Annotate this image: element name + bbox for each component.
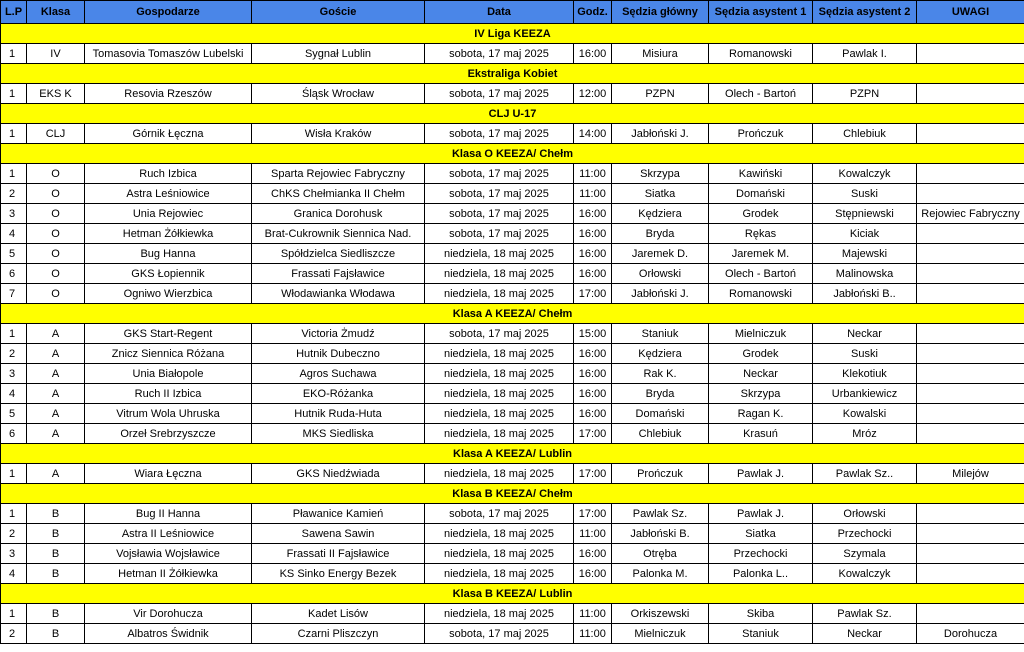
home-team-cell: Bug II Hanna [85, 504, 252, 524]
time-cell: 14:00 [574, 124, 612, 144]
date-cell: niedziela, 18 maj 2025 [425, 424, 574, 444]
time-cell: 17:00 [574, 424, 612, 444]
assistant-2-cell: Kowalczyk [813, 564, 917, 584]
main-referee-cell: PZPN [612, 84, 709, 104]
table-row [1, 604, 1024, 624]
time-cell: 16:00 [574, 544, 612, 564]
home-team-cell: Vitrum Wola Uhruska [85, 404, 252, 424]
assistant-1-cell: Palonka L.. [709, 564, 813, 584]
table-row [1, 404, 1024, 424]
home-team-cell: Resovia Rzeszów [85, 84, 252, 104]
date-cell: sobota, 17 maj 2025 [425, 504, 574, 524]
lp-cell: 1 [1, 124, 27, 144]
assistant-1-cell: Mielniczuk [709, 324, 813, 344]
away-team-cell: Agros Suchawa [252, 364, 425, 384]
home-team-cell: Vir Dorohucza [85, 604, 252, 624]
notes-cell [917, 44, 1024, 64]
away-team-cell: Granica Dorohusk [252, 204, 425, 224]
lp-cell: 3 [1, 544, 27, 564]
assistant-2-cell: Neckar [813, 624, 917, 644]
header-gospodarze: Gospodarze [85, 1, 252, 24]
notes-cell: Rejowiec Fabryczny [917, 204, 1024, 224]
time-cell: 17:00 [574, 464, 612, 484]
main-referee-cell: Bryda [612, 384, 709, 404]
assistant-1-cell: Przechocki [709, 544, 813, 564]
away-team-cell: EKO-Różanka [252, 384, 425, 404]
assistant-2-cell: Klekotiuk [813, 364, 917, 384]
assistant-2-cell: Pawlak I. [813, 44, 917, 64]
notes-cell [917, 224, 1024, 244]
assistant-1-cell: Ragan K. [709, 404, 813, 424]
main-referee-cell: Mielniczuk [612, 624, 709, 644]
date-cell: sobota, 17 maj 2025 [425, 164, 574, 184]
main-referee-cell: Jabłoński J. [612, 124, 709, 144]
time-cell: 16:00 [574, 364, 612, 384]
time-cell: 16:00 [574, 344, 612, 364]
assistant-2-cell: Kowalski [813, 404, 917, 424]
assistant-2-cell: Urbankiewicz [813, 384, 917, 404]
date-cell: sobota, 17 maj 2025 [425, 324, 574, 344]
home-team-cell: Hetman II Żółkiewka [85, 564, 252, 584]
lp-cell: 4 [1, 384, 27, 404]
main-referee-cell: Jabłoński J. [612, 284, 709, 304]
away-team-cell: Czarni Pliszczyn [252, 624, 425, 644]
table-row [1, 284, 1024, 304]
assistant-1-cell: Domański [709, 184, 813, 204]
assistant-1-cell: Kawiński [709, 164, 813, 184]
main-referee-cell: Orłowski [612, 264, 709, 284]
table-row [1, 464, 1024, 484]
section-title: Klasa A KEEZA/ Lublin [1, 444, 1024, 464]
time-cell: 16:00 [574, 44, 612, 64]
lp-cell: 5 [1, 244, 27, 264]
lp-cell: 1 [1, 44, 27, 64]
time-cell: 17:00 [574, 284, 612, 304]
away-team-cell: Pławanice Kamień [252, 504, 425, 524]
table-row [1, 504, 1024, 524]
lp-cell: 7 [1, 284, 27, 304]
klasa-cell: EKS K [27, 84, 85, 104]
home-team-cell: GKS Start-Regent [85, 324, 252, 344]
lp-cell: 4 [1, 224, 27, 244]
assistant-2-cell: Mróz [813, 424, 917, 444]
time-cell: 11:00 [574, 524, 612, 544]
date-cell: niedziela, 18 maj 2025 [425, 264, 574, 284]
assistant-1-cell: Jaremek M. [709, 244, 813, 264]
assistant-2-cell: Jabłoński B.. [813, 284, 917, 304]
time-cell: 16:00 [574, 224, 612, 244]
table-row [1, 324, 1024, 344]
notes-cell [917, 504, 1024, 524]
away-team-cell: Hutnik Ruda-Huta [252, 404, 425, 424]
time-cell: 11:00 [574, 164, 612, 184]
notes-cell [917, 264, 1024, 284]
assistant-2-cell: PZPN [813, 84, 917, 104]
assistant-2-cell: Malinowska [813, 264, 917, 284]
table-row [1, 424, 1024, 444]
assistant-2-cell: Szymala [813, 544, 917, 564]
lp-cell: 2 [1, 624, 27, 644]
date-cell: niedziela, 18 maj 2025 [425, 384, 574, 404]
away-team-cell: Hutnik Dubeczno [252, 344, 425, 364]
lp-cell: 1 [1, 504, 27, 524]
assistant-2-cell: Stępniewski [813, 204, 917, 224]
away-team-cell: Sawena Sawin [252, 524, 425, 544]
away-team-cell: Śląsk Wrocław [252, 84, 425, 104]
lp-cell: 1 [1, 324, 27, 344]
date-cell: niedziela, 18 maj 2025 [425, 344, 574, 364]
section-header-row [1, 64, 1024, 84]
klasa-cell: O [27, 184, 85, 204]
main-referee-cell: Jaremek D. [612, 244, 709, 264]
header-lp: L.P [1, 1, 27, 24]
home-team-cell: Znicz Siennica Różana [85, 344, 252, 364]
away-team-cell: GKS Niedźwiada [252, 464, 425, 484]
home-team-cell: GKS Łopiennik [85, 264, 252, 284]
notes-cell [917, 564, 1024, 584]
lp-cell: 3 [1, 364, 27, 384]
date-cell: niedziela, 18 maj 2025 [425, 404, 574, 424]
home-team-cell: Orzeł Srebrzyszcze [85, 424, 252, 444]
header-row [1, 1, 1024, 24]
notes-cell [917, 84, 1024, 104]
date-cell: niedziela, 18 maj 2025 [425, 564, 574, 584]
date-cell: niedziela, 18 maj 2025 [425, 524, 574, 544]
klasa-cell: A [27, 344, 85, 364]
klasa-cell: O [27, 224, 85, 244]
assistant-1-cell: Prończuk [709, 124, 813, 144]
away-team-cell: MKS Siedliska [252, 424, 425, 444]
assistant-1-cell: Rękas [709, 224, 813, 244]
notes-cell [917, 244, 1024, 264]
header-godz: Godz. [574, 1, 612, 24]
table-row [1, 204, 1024, 224]
klasa-cell: O [27, 204, 85, 224]
section-header-row [1, 24, 1024, 44]
lp-cell: 2 [1, 184, 27, 204]
main-referee-cell: Palonka M. [612, 564, 709, 584]
assistant-1-cell: Pawlak J. [709, 504, 813, 524]
lp-cell: 6 [1, 264, 27, 284]
klasa-cell: B [27, 544, 85, 564]
home-team-cell: Bug Hanna [85, 244, 252, 264]
assistant-2-cell: Suski [813, 344, 917, 364]
section-title: Ekstraliga Kobiet [1, 64, 1024, 84]
date-cell: sobota, 17 maj 2025 [425, 224, 574, 244]
table-row [1, 624, 1024, 644]
main-referee-cell: Otręba [612, 544, 709, 564]
section-title: IV Liga KEEZA [1, 24, 1024, 44]
date-cell: sobota, 17 maj 2025 [425, 624, 574, 644]
table-row [1, 44, 1024, 64]
assistant-2-cell: Pawlak Sz.. [813, 464, 917, 484]
main-referee-cell: Rak K. [612, 364, 709, 384]
main-referee-cell: Bryda [612, 224, 709, 244]
section-title: Klasa B KEEZA/ Chełm [1, 484, 1024, 504]
klasa-cell: B [27, 564, 85, 584]
date-cell: niedziela, 18 maj 2025 [425, 364, 574, 384]
home-team-cell: Ruch II Izbica [85, 384, 252, 404]
klasa-cell: O [27, 244, 85, 264]
assistant-1-cell: Grodek [709, 204, 813, 224]
away-team-cell: Włodawianka Włodawa [252, 284, 425, 304]
table-row [1, 184, 1024, 204]
table-row [1, 244, 1024, 264]
main-referee-cell: Misiura [612, 44, 709, 64]
home-team-cell: Hetman Żółkiewka [85, 224, 252, 244]
time-cell: 11:00 [574, 624, 612, 644]
assistant-1-cell: Romanowski [709, 284, 813, 304]
time-cell: 16:00 [574, 384, 612, 404]
assistant-1-cell: Grodek [709, 344, 813, 364]
main-referee-cell: Staniuk [612, 324, 709, 344]
section-title: CLJ U-17 [1, 104, 1024, 124]
table-row [1, 84, 1024, 104]
date-cell: sobota, 17 maj 2025 [425, 204, 574, 224]
table-row [1, 264, 1024, 284]
assistant-2-cell: Kowalczyk [813, 164, 917, 184]
away-team-cell: Wisła Kraków [252, 124, 425, 144]
lp-cell: 3 [1, 204, 27, 224]
table-row [1, 384, 1024, 404]
time-cell: 16:00 [574, 404, 612, 424]
main-referee-cell: Prończuk [612, 464, 709, 484]
home-team-cell: Unia Białopole [85, 364, 252, 384]
header-sedzia-glowny: Sędzia główny [612, 1, 709, 24]
header-klasa: Klasa [27, 1, 85, 24]
assistant-2-cell: Majewski [813, 244, 917, 264]
date-cell: sobota, 17 maj 2025 [425, 44, 574, 64]
table-row [1, 544, 1024, 564]
notes-cell [917, 284, 1024, 304]
away-team-cell: Frassati II Fajsławice [252, 544, 425, 564]
away-team-cell: Kadet Lisów [252, 604, 425, 624]
header-sedzia-asystent-2: Sędzia asystent 2 [813, 1, 917, 24]
section-title: Klasa O KEEZA/ Chełm [1, 144, 1024, 164]
time-cell: 15:00 [574, 324, 612, 344]
assistant-2-cell: Neckar [813, 324, 917, 344]
klasa-cell: A [27, 384, 85, 404]
notes-cell [917, 524, 1024, 544]
assistant-2-cell: Orłowski [813, 504, 917, 524]
table-row [1, 344, 1024, 364]
time-cell: 16:00 [574, 264, 612, 284]
klasa-cell: B [27, 504, 85, 524]
assistant-1-cell: Krasuń [709, 424, 813, 444]
time-cell: 16:00 [574, 564, 612, 584]
klasa-cell: A [27, 324, 85, 344]
klasa-cell: A [27, 424, 85, 444]
table-row [1, 224, 1024, 244]
notes-cell [917, 324, 1024, 344]
main-referee-cell: Siatka [612, 184, 709, 204]
time-cell: 12:00 [574, 84, 612, 104]
klasa-cell: O [27, 164, 85, 184]
time-cell: 16:00 [574, 204, 612, 224]
date-cell: niedziela, 18 maj 2025 [425, 604, 574, 624]
time-cell: 11:00 [574, 184, 612, 204]
section-header-row [1, 444, 1024, 464]
notes-cell [917, 604, 1024, 624]
main-referee-cell: Kędziera [612, 344, 709, 364]
notes-cell [917, 164, 1024, 184]
assistant-1-cell: Olech - Bartoń [709, 84, 813, 104]
assistant-1-cell: Siatka [709, 524, 813, 544]
klasa-cell: O [27, 284, 85, 304]
away-team-cell: ChKS Chełmianka II Chełm [252, 184, 425, 204]
assistant-2-cell: Pawlak Sz. [813, 604, 917, 624]
home-team-cell: Górnik Łęczna [85, 124, 252, 144]
section-header-row [1, 144, 1024, 164]
lp-cell: 5 [1, 404, 27, 424]
main-referee-cell: Jabłoński B. [612, 524, 709, 544]
notes-cell [917, 344, 1024, 364]
away-team-cell: Spółdzielca Siedliszcze [252, 244, 425, 264]
section-title: Klasa A KEEZA/ Chełm [1, 304, 1024, 324]
assistant-1-cell: Skrzypa [709, 384, 813, 404]
main-referee-cell: Orkiszewski [612, 604, 709, 624]
notes-cell [917, 424, 1024, 444]
date-cell: sobota, 17 maj 2025 [425, 84, 574, 104]
notes-cell [917, 384, 1024, 404]
klasa-cell: IV [27, 44, 85, 64]
klasa-cell: A [27, 364, 85, 384]
lp-cell: 1 [1, 604, 27, 624]
time-cell: 17:00 [574, 504, 612, 524]
lp-cell: 1 [1, 464, 27, 484]
klasa-cell: CLJ [27, 124, 85, 144]
home-team-cell: Tomasovia Tomaszów Lubelski [85, 44, 252, 64]
home-team-cell: Ruch Izbica [85, 164, 252, 184]
header-goscie: Goście [252, 1, 425, 24]
date-cell: niedziela, 18 maj 2025 [425, 544, 574, 564]
assistant-2-cell: Kiciak [813, 224, 917, 244]
lp-cell: 2 [1, 344, 27, 364]
home-team-cell: Vojsławia Wojsławice [85, 544, 252, 564]
assistant-1-cell: Staniuk [709, 624, 813, 644]
klasa-cell: A [27, 464, 85, 484]
klasa-cell: O [27, 264, 85, 284]
section-title: Klasa B KEEZA/ Lublin [1, 584, 1024, 604]
klasa-cell: B [27, 624, 85, 644]
away-team-cell: Sparta Rejowiec Fabryczny [252, 164, 425, 184]
assistant-2-cell: Chlebiuk [813, 124, 917, 144]
time-cell: 16:00 [574, 244, 612, 264]
assistant-1-cell: Romanowski [709, 44, 813, 64]
assistant-1-cell: Olech - Bartoń [709, 264, 813, 284]
away-team-cell: Sygnał Lublin [252, 44, 425, 64]
date-cell: sobota, 17 maj 2025 [425, 124, 574, 144]
notes-cell: Milejów [917, 464, 1024, 484]
assistant-1-cell: Pawlak J. [709, 464, 813, 484]
klasa-cell: A [27, 404, 85, 424]
main-referee-cell: Kędziera [612, 204, 709, 224]
home-team-cell: Albatros Świdnik [85, 624, 252, 644]
notes-cell [917, 404, 1024, 424]
klasa-cell: B [27, 524, 85, 544]
away-team-cell: Brat-Cukrownik Siennica Nad. [252, 224, 425, 244]
main-referee-cell: Pawlak Sz. [612, 504, 709, 524]
home-team-cell: Ogniwo Wierzbica [85, 284, 252, 304]
away-team-cell: KS Sinko Energy Bezek [252, 564, 425, 584]
section-header-row [1, 304, 1024, 324]
main-referee-cell: Domański [612, 404, 709, 424]
lp-cell: 1 [1, 84, 27, 104]
home-team-cell: Wiara Łęczna [85, 464, 252, 484]
header-data: Data [425, 1, 574, 24]
notes-cell [917, 544, 1024, 564]
notes-cell [917, 184, 1024, 204]
assistant-2-cell: Suski [813, 184, 917, 204]
klasa-cell: B [27, 604, 85, 624]
lp-cell: 2 [1, 524, 27, 544]
table-row [1, 164, 1024, 184]
home-team-cell: Unia Rejowiec [85, 204, 252, 224]
main-referee-cell: Skrzypa [612, 164, 709, 184]
home-team-cell: Astra Leśniowice [85, 184, 252, 204]
date-cell: niedziela, 18 maj 2025 [425, 244, 574, 264]
notes-cell: Dorohucza [917, 624, 1024, 644]
lp-cell: 4 [1, 564, 27, 584]
table-row [1, 364, 1024, 384]
date-cell: sobota, 17 maj 2025 [425, 184, 574, 204]
header-sedzia-asystent-1: Sędzia asystent 1 [709, 1, 813, 24]
home-team-cell: Astra II Leśniowice [85, 524, 252, 544]
section-header-row [1, 484, 1024, 504]
assistant-1-cell: Neckar [709, 364, 813, 384]
notes-cell [917, 124, 1024, 144]
time-cell: 11:00 [574, 604, 612, 624]
section-header-row [1, 584, 1024, 604]
lp-cell: 6 [1, 424, 27, 444]
assistant-1-cell: Skiba [709, 604, 813, 624]
date-cell: niedziela, 18 maj 2025 [425, 464, 574, 484]
section-header-row [1, 104, 1024, 124]
assistant-2-cell: Przechocki [813, 524, 917, 544]
header-uwagi: UWAGI [917, 1, 1024, 24]
lp-cell: 1 [1, 164, 27, 184]
away-team-cell: Frassati Fajsławice [252, 264, 425, 284]
table-row [1, 124, 1024, 144]
table-row [1, 524, 1024, 544]
main-referee-cell: Chlebiuk [612, 424, 709, 444]
date-cell: niedziela, 18 maj 2025 [425, 284, 574, 304]
away-team-cell: Victoria Żmudź [252, 324, 425, 344]
notes-cell [917, 364, 1024, 384]
table-row [1, 564, 1024, 584]
